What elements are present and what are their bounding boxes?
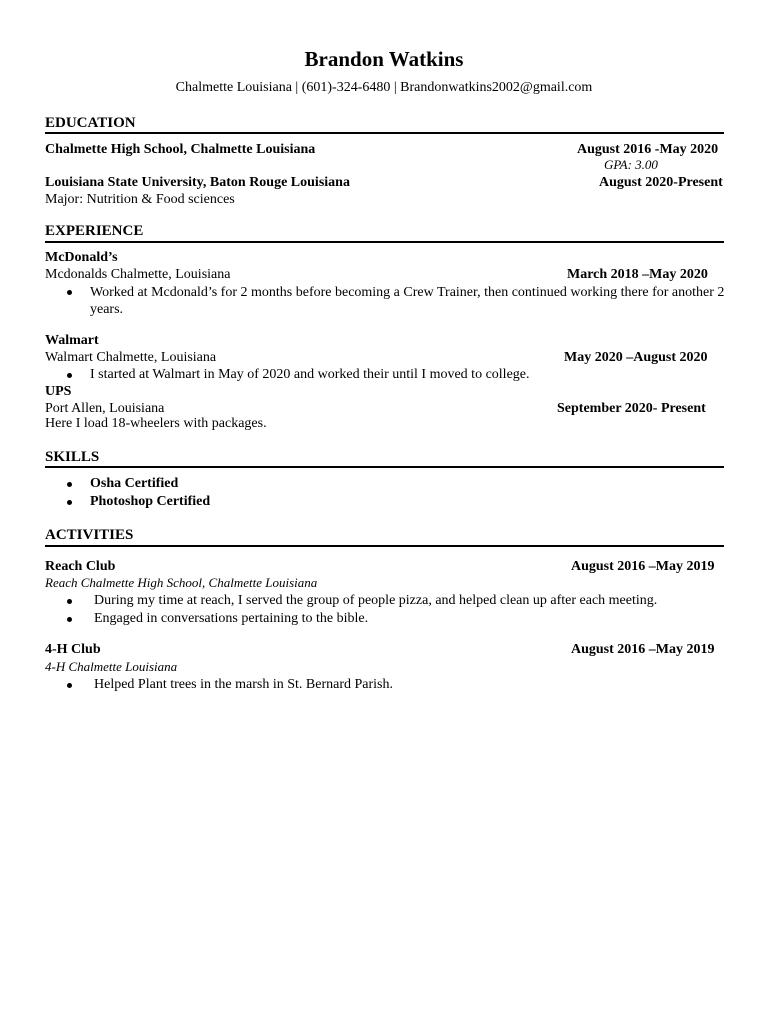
job-bullet: I started at Walmart in May of 2020 and worked their until I moved to college. <box>90 367 530 382</box>
skills-divider <box>45 466 724 468</box>
education-school: Chalmette High School, Chalmette Louisiana <box>45 142 316 157</box>
job-location: Mcdonalds Chalmette, Louisiana <box>45 267 231 282</box>
activity-bullet: Helped Plant trees in the marsh in St. Bernard Parish. <box>94 677 393 692</box>
bullet-marker <box>67 599 72 604</box>
job-employer: Walmart <box>45 333 99 348</box>
job-description: Here I load 18-wheelers with packages. <box>45 416 267 431</box>
bullet-marker <box>67 373 72 378</box>
activity-dates: August 2016 –May 2019 <box>571 559 715 574</box>
experience-heading: EXPERIENCE <box>45 223 144 239</box>
job-dates: September 2020- Present <box>557 401 706 416</box>
activities-heading: ACTIVITIES <box>45 527 134 543</box>
activity-dates: August 2016 –May 2019 <box>571 642 715 657</box>
bullet-marker <box>67 617 72 622</box>
education-school: Louisiana State University, Baton Rouge Louisiana <box>45 175 350 190</box>
job-employer: McDonald’s <box>45 250 118 265</box>
job-employer: UPS <box>45 384 72 399</box>
education-gpa: GPA: 3.00 <box>604 157 658 172</box>
activity-bullet: Engaged in conversations pertaining to the bible. <box>94 611 369 626</box>
bullet-marker <box>67 290 72 295</box>
bullet-marker <box>67 482 72 487</box>
education-dates: August 2016 -May 2020 <box>577 142 719 157</box>
skills-heading: SKILLS <box>45 449 100 465</box>
skill-item: Photoshop Certified <box>90 494 211 509</box>
job-bullet: Worked at Mcdonald’s for 2 months before becoming a Crew Trainer, then continued working there for another 2 years. <box>90 285 725 317</box>
resume-name: Brandon Watkins <box>304 47 464 71</box>
bullet-marker <box>67 683 72 688</box>
activity-org: 4-H Chalmette Louisiana <box>45 659 178 674</box>
bullet-marker <box>67 500 72 505</box>
job-location: Port Allen, Louisiana <box>45 401 165 416</box>
job-dates: May 2020 –August 2020 <box>564 350 708 365</box>
activity-name: 4-H Club <box>45 642 101 657</box>
activity-org: Reach Chalmette High School, Chalmette Louisiana <box>45 575 318 590</box>
experience-divider <box>45 241 724 243</box>
education-dates: August 2020-Present <box>599 175 723 190</box>
activity-bullet: During my time at reach, I served the group of people pizza, and helped clean up after each meeting. <box>94 593 658 608</box>
job-dates: March 2018 –May 2020 <box>567 267 708 282</box>
job-location: Walmart Chalmette, Louisiana <box>45 350 217 365</box>
activity-name: Reach Club <box>45 559 116 574</box>
contact-line: Chalmette Louisiana | (601)-324-6480 | Brandonwatkins2002@gmail.com <box>175 80 593 95</box>
education-major: Major: Nutrition & Food sciences <box>45 192 235 207</box>
skill-item: Osha Certified <box>90 476 179 491</box>
education-divider <box>45 132 724 134</box>
education-heading: EDUCATION <box>45 115 136 131</box>
activities-divider <box>45 545 724 547</box>
